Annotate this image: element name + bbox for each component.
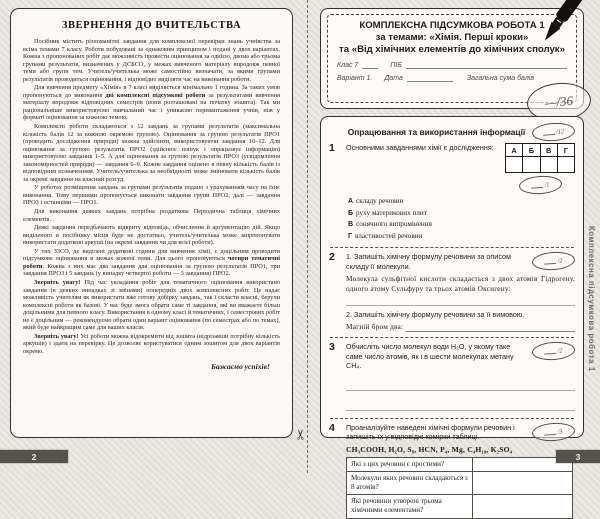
task-2-subtask-2: 2. Запишіть хімічну формулу речовини за її вимовою. xyxy=(346,309,525,319)
class-blank-field xyxy=(362,61,378,69)
score-blank xyxy=(544,348,556,354)
grid-answer-cell xyxy=(506,157,523,173)
task-number: 2 xyxy=(329,251,335,263)
task-2-subtask-1: 1. Запишіть хімічну формулу речовини за описом складу її молекули. xyxy=(346,252,511,271)
task-4-table xyxy=(346,457,573,519)
task-3-score-value: /2 xyxy=(557,346,563,355)
note-paragraph: Комплексні роботи складаються з 12 завдань за групами результатів (максимальна кількість балів 12 за кожною окремою групою). Оцінювання за групою результатів ПРО1 (проводить дослідження природи) можна здійснити, використовуючи завдання 10–12. Для оцінювання за групою результатів ПРО2 (здійснює пошук і опрацьовує інформацію) використовуємо завдання 1–5. А для оцінювання за групою результатів ПРО3 (усвідомлення закономірностей природи) — завдання 6–9. Кожне завдання оцінено в певну кількість балів із відповідним позначенням. Учитель/учителька за необхідності може змінювати кількість балів за окремі завдання на власний розсуд. xyxy=(23,123,280,183)
section-score-oval xyxy=(531,122,575,143)
note-paragraph: Зверніть увагу! Під час укладання робіт для тематичного оцінювання використано завдання (в деяких випадках зі змінами) попередніх двох комплексних робіт. Це надає можливість учителям як використати вже готову добірку завдань, так і скласти власні, беручи комплексні роботи як базові. У вас буде змога обрати саме ті завдання, які ви вважаєте більш доцільними для певного класу. Використання в одному класі й тематичних, і семестрових робіт не є доцільним — рекомендуємо обрати один варіант оцінювання (по семестрах або по темах), який буде найкращим саме для ваших класів. xyxy=(23,278,280,332)
option-text: складу речовин xyxy=(356,197,404,205)
task-body xyxy=(346,342,575,413)
task-2-prompt: Магній бром два: xyxy=(346,322,404,332)
page-number-left xyxy=(0,450,68,463)
table-answer-cell xyxy=(473,495,572,518)
date-label: Дата xyxy=(384,74,403,82)
table-row xyxy=(347,457,573,471)
task-separator xyxy=(330,418,574,419)
grid-answer-cell xyxy=(523,157,540,173)
task-1-answer-area xyxy=(505,143,575,194)
option-letter: В xyxy=(348,221,354,228)
grid-answer-cell xyxy=(557,157,574,173)
table-answer-cell xyxy=(473,471,572,494)
pib-blank-field xyxy=(406,61,567,69)
table-question-cell: Молекули яких речовин складаються з 8 атомів? xyxy=(347,471,473,494)
page-number-right xyxy=(556,450,600,463)
total-score-value: /36 xyxy=(555,92,574,110)
page-number-label: 2 xyxy=(31,451,37,462)
grid-letter-v: В xyxy=(540,144,557,157)
answer-line xyxy=(346,296,575,306)
table-question-cell: Які речовини утворені трьома хімічними елементами? xyxy=(347,495,473,518)
task-1-text: Основними завданнями хімії є дослідження: xyxy=(346,143,494,152)
work-title xyxy=(337,20,567,56)
variant-date-row xyxy=(337,74,567,82)
answer-line xyxy=(406,324,575,332)
answer-line xyxy=(346,401,575,411)
option-v xyxy=(348,219,575,231)
task-4-score-value: /3 xyxy=(557,427,563,435)
note-paragraph: Зверніть увагу! Усі роботи можна відокремити від зошита (відрізавши потрібну кількість аркушів) і здати на перевірку. Це дозволяє користуватися одним зошитом для двох варіантів окремо. xyxy=(23,332,281,355)
tasks-card xyxy=(320,116,584,515)
task-1-options xyxy=(348,196,575,242)
grid-letter-a: А xyxy=(506,144,523,157)
task-body xyxy=(346,143,575,242)
score-blank xyxy=(543,129,555,135)
answer-grid xyxy=(505,143,575,173)
variant-label: Варіант 1. xyxy=(337,74,373,82)
closing-wish: Бажаємо успіхів! xyxy=(211,362,270,372)
option-text: руху материкових плит xyxy=(356,208,427,217)
note-paragraph: У тих ЗЗСО, де виділені додаткові години для вивчення хімії, є доцільним проводити підсумкове оцінювання в межах кожної теми. Для цього пропонуються чотири тематичні роботи. Кожна з них має два завдання для оцінювання за групою результатів ПРО1, три завдання ПРО3 і 5 завдань (у випадку четвертої роботи — 3 завдання) ПРО2. xyxy=(23,247,281,278)
pen-icon xyxy=(535,0,593,57)
task-2-score-oval xyxy=(531,251,575,272)
grid-letter-g: Г xyxy=(557,144,574,157)
note-paragraph: Для вивчення предмету «Хімія» в 7 класі виділяється мінімально 1 година. За таких умов пропонуються до виконання дві комплексні підсумкові роботи за результатами вивчення матеріалу впродовж відповідних семестрів (вони розташовані на початку зошита). Так ми раціональніше використовуємо навчальний час і уникаємо перевантаження учнів, ніж у форматі оцінювання за кожною темою. xyxy=(23,84,281,122)
class-label: Клас 7 xyxy=(337,61,359,69)
option-b xyxy=(348,208,575,220)
task-body xyxy=(346,252,575,332)
total-score-dash: — xyxy=(544,94,558,111)
task-separator xyxy=(330,337,574,338)
section-score-value: /12 xyxy=(555,127,565,136)
teacher-note-page xyxy=(10,8,293,438)
option-letter: А xyxy=(348,198,354,205)
task-3-score-oval xyxy=(531,341,575,362)
work-title-line3: та «Від хімічних елементів до хімічних сполук» xyxy=(339,43,565,55)
work-title-line2: за темами: «Хімія. Перші кроки» xyxy=(375,31,529,43)
pib-label: ПІБ xyxy=(390,61,402,69)
task-4-formulas: CH₃COOH, H₂O, S₈, HCN, P₄, Mg, C₄H₁₀, K₂SO₄ xyxy=(346,444,513,454)
cut-dashed-line xyxy=(307,0,308,473)
task-4 xyxy=(329,423,575,519)
note-paragraph: У роботах розміщення завдань за групами результатів подано з урахуванням часу на їхнє виконання. Тому першими пропонується виконати завдання групи ПРО2, далі — завдання ПРО3 і останніми — ПРО1. xyxy=(23,184,280,207)
option-text: сонячного випромінення xyxy=(356,220,432,228)
task-4-text: Проаналізуйте наведені хімічні формули речовин і запишіть їх у відповідні комірки таблиці. xyxy=(346,422,515,442)
table-row xyxy=(347,495,573,518)
grid-answer-cell xyxy=(540,157,557,173)
task-number: 3 xyxy=(329,341,335,354)
option-letter: Б xyxy=(348,209,354,217)
task-3 xyxy=(329,342,575,413)
task-2-description: Молекула сульфітної кислоти складається з двох атомів Гідрогену, одного атому Сульфуру та трьох атомів Оксигену: xyxy=(346,274,575,293)
task-number: 4 xyxy=(329,421,335,434)
section-title: Опрацювання та використання інформації xyxy=(347,127,526,137)
task-2-score-value: /2 xyxy=(557,256,563,265)
scissors-icon: ✂ xyxy=(292,428,309,441)
option-text: властивостей речовин xyxy=(354,231,423,240)
score-blank xyxy=(531,182,543,188)
grid-letter-b: Б xyxy=(523,144,540,157)
task-body xyxy=(346,423,575,519)
option-g xyxy=(348,231,575,243)
answer-line xyxy=(346,381,575,391)
score-blank xyxy=(544,429,556,435)
note-paragraph: Деякі завдання передбачають відкриту відповідь, обчислення й аргументацію дій. Якщо виділеного в посібнику місця буде не достатньо, учитель/учителька може запропонувати використати додаткові аркуші (на окремі завдання чи для всієї роботи). xyxy=(23,224,280,247)
option-a xyxy=(348,196,575,208)
note-paragraph: Посібник містить різноманітні завдання для комплексної перевірки знань учнівства за всіма темами 7 класу. Роботи побудовані за однаковим принципом і подані у двох варіантах. Кожна з пропонованих робіт дає можливість провести оцінювання за однією, двома або трьома групами результатів, визначених у ДСБСО, у межах вивченого матеріалу впродовж певної теми або групи тем. Учитель/учителька може самостійно визначати, за якими групами результатів проводиться оцінювання, і відповідно виділяти час на виконання роботи. xyxy=(23,38,280,83)
note-paragraph: Для виконання деяких завдань потрібна роздаткова Періодична таблиця хімічних елементів. xyxy=(23,208,280,223)
task-2 xyxy=(329,252,575,332)
sidebar-running-title: Комплексна підсумкова робота 1 xyxy=(587,226,596,372)
table-row xyxy=(347,471,573,494)
class-name-row xyxy=(337,61,567,69)
total-score-label: Загальна сума балів xyxy=(466,74,535,82)
task-1-score-value: /1 xyxy=(543,180,550,189)
work-title-line1: КОМПЛЕКСНА ПІДСУМКОВА РОБОТА 1 xyxy=(359,20,545,31)
task-4-score-oval xyxy=(531,421,575,442)
date-blank-field xyxy=(407,74,453,82)
task-number: 1 xyxy=(329,142,335,154)
page-number-label: 3 xyxy=(575,451,581,462)
score-blank xyxy=(544,258,556,264)
left-page-title: ЗВЕРНЕННЯ ДО ВЧИТЕЛЬСТВА xyxy=(61,20,242,31)
task-3-text: Обчисліть число молекул води H₂O, у якому таке саме число атомів, як і в шести молекулах метану CH₄. xyxy=(346,342,514,371)
table-question-cell: Які з цих речовин є простими? xyxy=(347,457,473,471)
option-letter: Г xyxy=(348,232,352,240)
work-header-card xyxy=(320,8,584,109)
section-header xyxy=(341,123,575,141)
task-separator xyxy=(330,247,574,248)
task-1 xyxy=(329,143,575,242)
task-1-score-oval xyxy=(518,175,562,196)
